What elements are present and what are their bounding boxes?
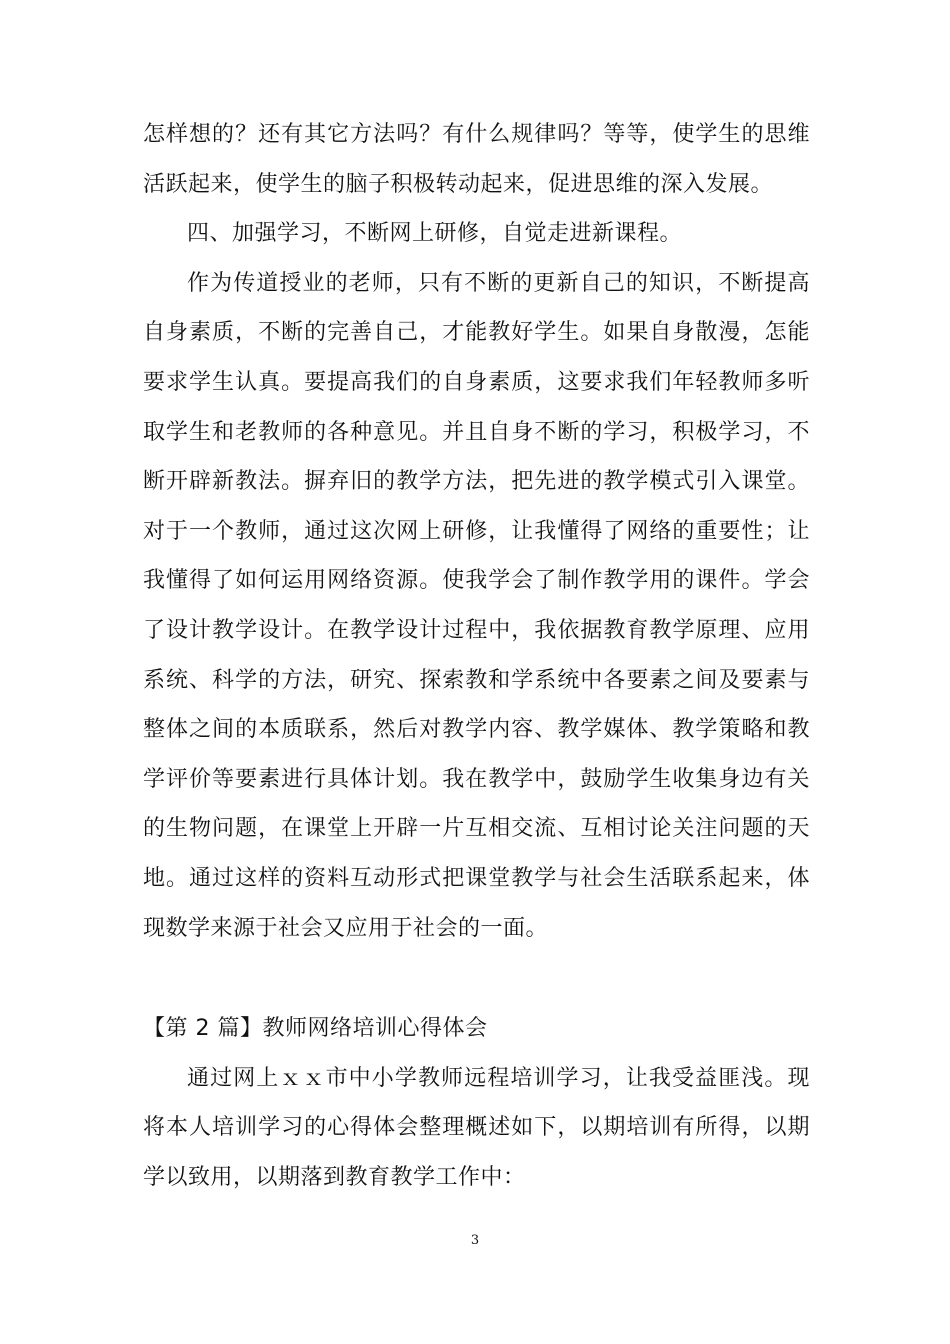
article-title: 【第 2 篇】教师网络培训心得体会 — [143, 1016, 488, 1042]
document-body — [143, 110, 810, 1202]
section-heading-four: 四、加强学习，不断网上研修，自觉走进新课程。 — [187, 221, 683, 247]
paragraph: 怎样想的？还有其它方法吗？有什么规律吗？等等，使学生的思维活跃起来，使学生的脑子积极转动起来，促进思维的深入发展。 — [143, 122, 810, 197]
paragraph: 通过网上ｘｘ市中小学教师远程培训学习，让我受益匪浅。现将本人培训学习的心得体会整理概述如下，以期培训有所得，以期学以致用，以期落到教育教学工作中： — [143, 1065, 810, 1190]
page-number: 3 — [470, 1233, 480, 1248]
paragraph: 作为传道授业的老师，只有不断的更新自己的知识，不断提高自身素质，不断的完善自己，才能教好学生。如果自身散漫，怎能要求学生认真。要提高我们的自身素质，这要求我们年轻教师多听取学生和老教师的各种意见。并且自身不断的学习，积极学习，不断开辟新教法。摒弃旧的教学方法，把先进的教学模式引入课堂。对于一个教师，通过这次网上研修，让我懂得了网络的重要性；让我懂得了如何运用网络资源。使我学会了制作教学用的课件。学会了设计教学设计。在教学设计过程中，我依据教育教学原理、应用系统、科学的方法，研究、探索教和学系统中各要素之间及要素与整体之间的本质联系，然后对教学内容、教学媒体、教学策略和教学评价等要素进行具体计划。我在教学中，鼓励学生收集身边有关的生物问题，在课堂上开辟一片互相交流、互相讨论关注问题的天地。通过这样的资料互动形式把课堂教学与社会生活联系起来，体现数学来源于社会又应用于社会的一面。 — [143, 270, 810, 941]
